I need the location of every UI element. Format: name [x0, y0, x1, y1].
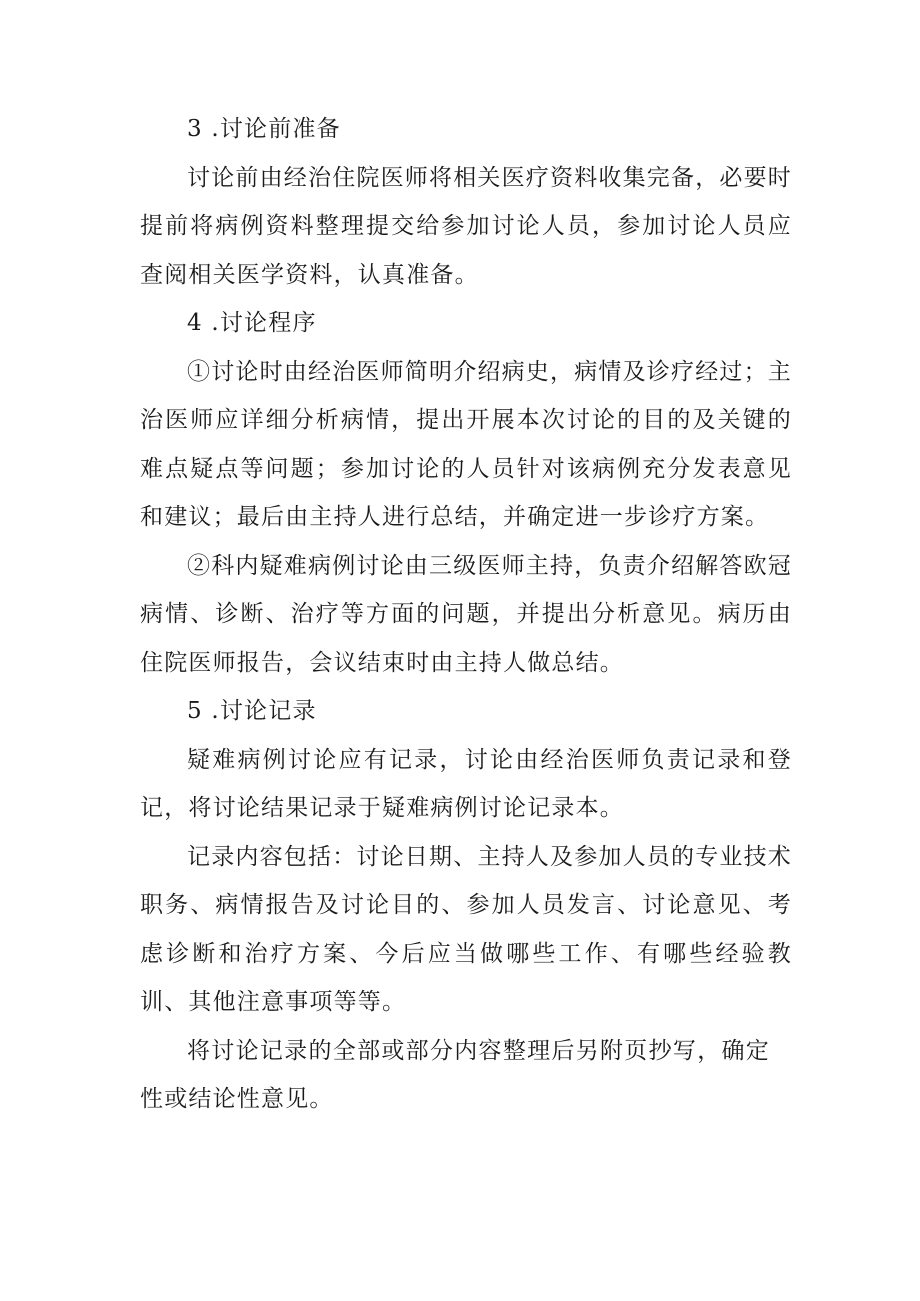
section-4-paragraph-1: ①讨论时由经治医师简明介绍病史，病情及诊疗经过；主治医师应详细分析病情，提出开展本次讨论的目的及关键的难点疑点等问题；参加讨论的人员针对该病例充分发表意见和建议；最后由主持人进行总结，并确定进一步诊疗方案。 — [140, 358, 792, 530]
section-5-heading: 5 .讨论记录 — [187, 698, 317, 724]
section-5-paragraph-1: 疑难病例讨论应有记录，讨论由经治医师负责记录和登记，将讨论结果记录于疑难病例讨论记录本。 — [140, 746, 792, 821]
section-3-paragraph-1: 讨论前由经治住院医师将相关医疗资料收集完备，必要时提前将病例资料整理提交给参加讨论人员，参加讨论人员应查阅相关医学资料，认真准备。 — [140, 164, 792, 288]
section-3-heading: 3 .讨论前准备 — [187, 116, 341, 142]
section-5-paragraph-3: 将讨论记录的全部或部分内容整理后另附页抄写，确定性或结论性意见。 — [140, 1037, 770, 1112]
section-4-paragraph-2: ②科内疑难病例讨论由三级医师主持，负责介绍解答欧冠病情、诊断、治疗等方面的问题，并提出分析意见。病历由住院医师报告，会议结束时由主持人做总结。 — [140, 552, 792, 676]
section-5-paragraph-2: 记录内容包括：讨论日期、主持人及参加人员的专业技术职务、病情报告及讨论目的、参加人员发言、讨论意见、考虑诊断和治疗方案、今后应当做哪些工作、有哪些经验教训、其他注意事项等等。 — [140, 843, 792, 1015]
document-body — [140, 105, 792, 1124]
section-4-heading: 4 .讨论程序 — [187, 310, 317, 336]
